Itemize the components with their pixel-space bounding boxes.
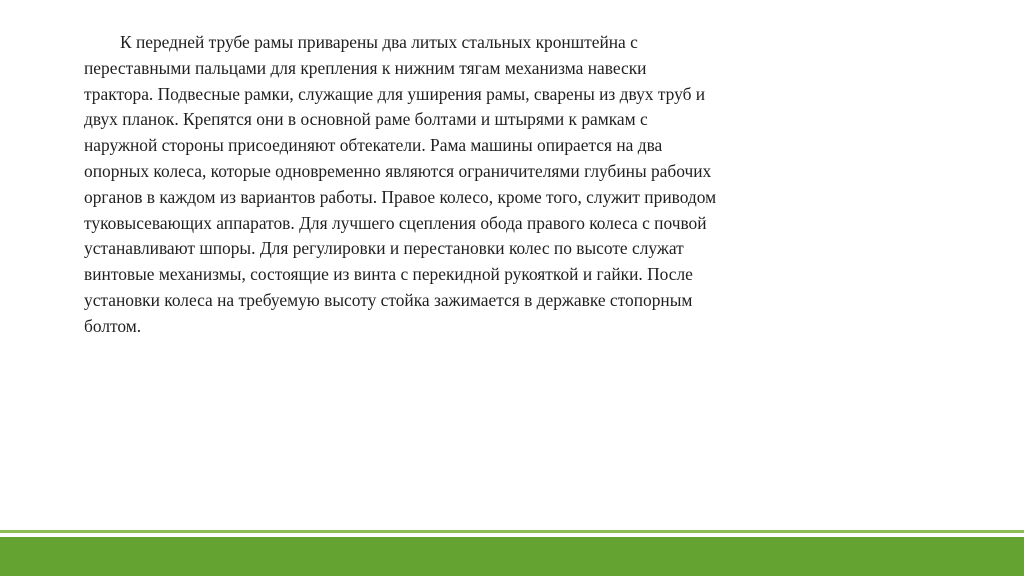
body-paragraph: К передней трубе рамы приварены два литых стальных кронштейна с переставными пальцами для крепления к нижним тягам механизма навески трактора. Подвесные рамки, служащие для уширения рамы, сварены из двух труб и двух планок. Крепятся они в основной раме болтами и штырями к рамкам с наружной стороны присоединяют обтекатели. Рама машины опирается на два опорных колеса, которые одновременно являются ограничителями глубины рабочих органов в каждом из вариантов работы. Правое колесо, кроме того, служит приводом туковысевающих аппаратов. Для лучшего сцепления обода правого колеса с почвой устанавливают шпоры. Для регулировки и перестановки колес по высоте служат винтовые механизмы, состоящие из винта с перекидной рукояткой и гайки. После установки колеса на требуемую высоту стойка зажимается в державке стопорным болтом. — [84, 32, 717, 336]
footer-bar — [0, 537, 1024, 576]
footer-accent-line — [0, 530, 1024, 533]
